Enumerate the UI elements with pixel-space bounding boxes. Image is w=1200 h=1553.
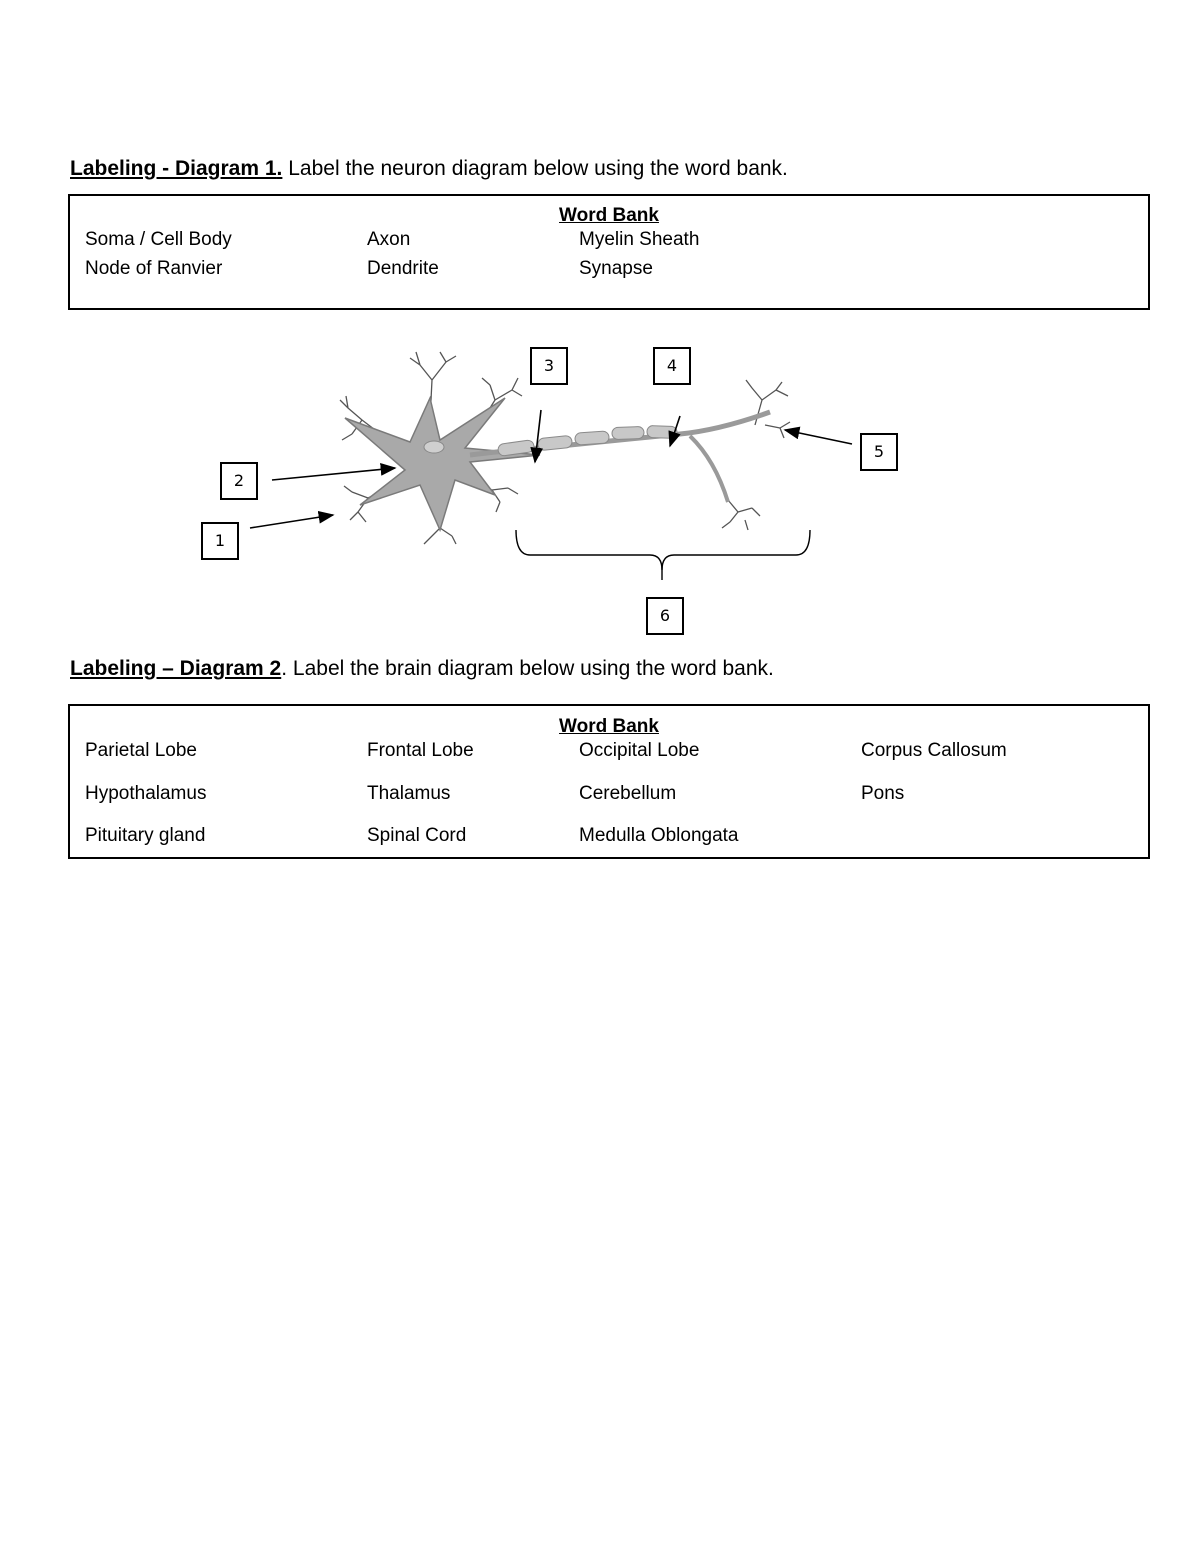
diagram1-heading <box>70 157 788 181</box>
diagram2-heading-instruction: . Label the brain diagram below using the word bank. <box>281 657 774 680</box>
word-bank-2-item: Medulla Oblongata <box>579 825 739 846</box>
soma-shape <box>345 398 540 530</box>
word-bank-1-item: Synapse <box>579 258 653 279</box>
diagram1-heading-lead: Labeling - Diagram 1 <box>70 157 277 180</box>
word-bank-2-item: Thalamus <box>367 783 451 804</box>
word-bank-2-item: Cerebellum <box>579 783 677 804</box>
word-bank-2-item: Occipital Lobe <box>579 740 700 761</box>
nucleus-shape <box>424 441 444 453</box>
arrow-2 <box>272 468 395 480</box>
label-box-3: 3 <box>530 347 568 385</box>
word-bank-1-item: Node of Ranvier <box>85 258 223 279</box>
word-bank-1 <box>68 194 1150 310</box>
arrow-1 <box>250 515 333 528</box>
label-box-1: 1 <box>201 522 239 560</box>
neuron-diagram <box>0 330 1200 650</box>
diagram2-heading <box>70 657 774 681</box>
word-bank-2-item: Spinal Cord <box>367 825 467 846</box>
word-bank-1-item: Axon <box>367 229 411 250</box>
word-bank-1-title: Word Bank <box>559 205 659 226</box>
word-bank-2-item: Pituitary gland <box>85 825 206 846</box>
label-box-6: 6 <box>646 597 684 635</box>
diagram2-heading-lead: Labeling – Diagram 2 <box>70 657 282 680</box>
word-bank-2-item: Pons <box>861 783 905 804</box>
diagram1-heading-instruction: Label the neuron diagram below using the word bank. <box>282 157 788 180</box>
word-bank-1-item: Myelin Sheath <box>579 229 700 250</box>
myelin-sheath-segments <box>497 425 677 456</box>
diagram1-heading-punct: . <box>276 157 283 180</box>
label-box-5: 5 <box>860 433 898 471</box>
axon-brace <box>516 530 810 570</box>
arrow-5 <box>785 430 852 444</box>
word-bank-2-title: Word Bank <box>559 716 659 737</box>
word-bank-2-item: Hypothalamus <box>85 783 207 804</box>
label-box-4: 4 <box>653 347 691 385</box>
label-box-2: 2 <box>220 462 258 500</box>
word-bank-1-item: Soma / Cell Body <box>85 229 232 250</box>
word-bank-2 <box>68 704 1150 859</box>
word-bank-2-item: Parietal Lobe <box>85 740 197 761</box>
word-bank-2-item: Frontal Lobe <box>367 740 474 761</box>
word-bank-1-item: Dendrite <box>367 258 439 279</box>
neuron-illustration <box>0 330 1200 650</box>
axon-branch-shape <box>690 436 728 502</box>
word-bank-2-item: Corpus Callosum <box>861 740 1007 761</box>
